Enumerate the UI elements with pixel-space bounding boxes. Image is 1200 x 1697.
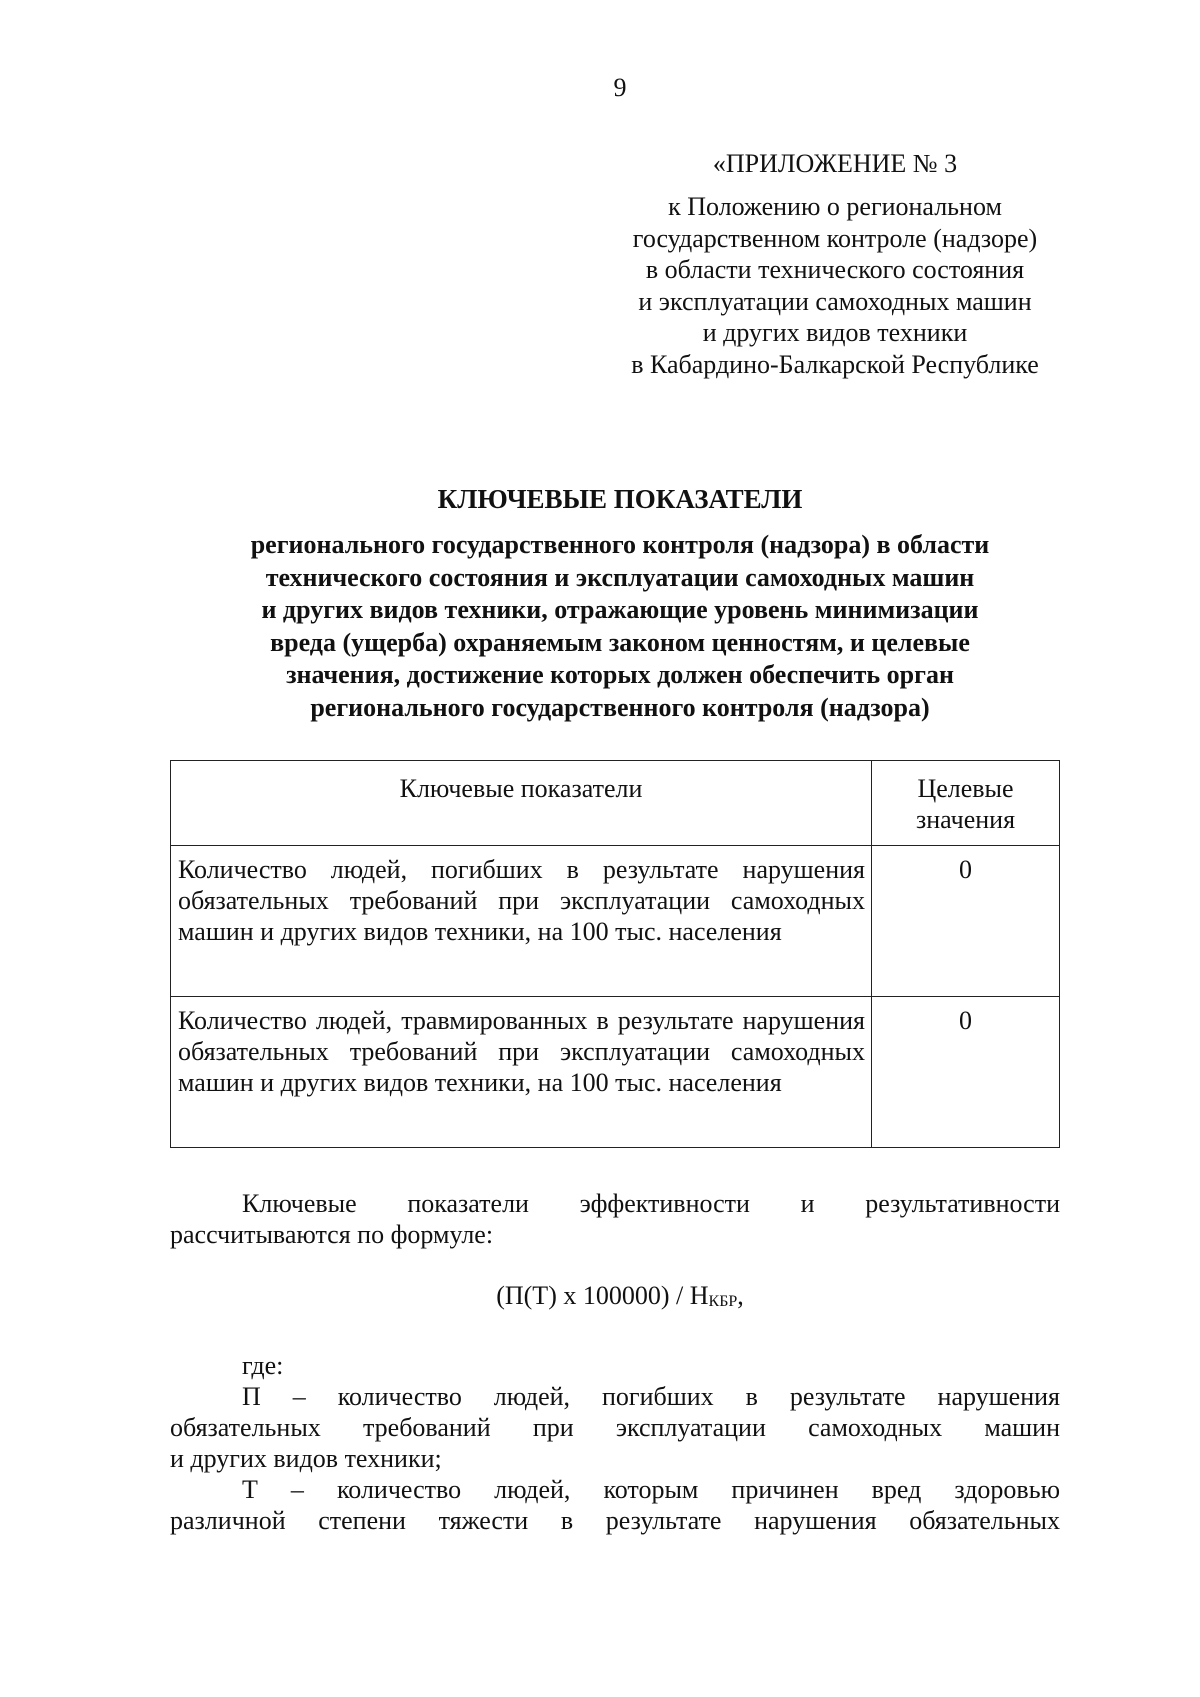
heading-line: значения, достижение которых должен обеспечить орган [286, 660, 954, 689]
intro-line-1: Ключевые показатели эффективности и результативности [242, 1189, 1060, 1218]
kpi-table [170, 760, 1060, 1148]
heading-line: технического состояния и эксплуатации самоходных машин [265, 562, 975, 592]
appendix-line: государственном контроле (надзоре) [632, 223, 1038, 253]
formula-main: (П(Т) х 100000) / Н [496, 1281, 709, 1310]
definition-p-line: П – количество людей, погибших в результате нарушения [242, 1382, 1060, 1411]
indicator-cell: Количество людей, травмированных в результате нарушения обязательных требований при эксплуатации самоходных машин и других видов техники, на 100 тыс. населения [171, 997, 872, 1148]
target-cell: 0 [872, 846, 1060, 997]
appendix-line: в Кабардино-Балкарской Республике [631, 349, 1039, 379]
formula [0, 1280, 1200, 1317]
header-target: Целевые значения [872, 761, 1060, 846]
header-indicator: Ключевые показатели [171, 761, 872, 846]
page-number: 9 [613, 73, 627, 102]
formula-subscript: КБР [708, 1293, 738, 1310]
heading-line: регионального государственного контроля (надзора) [310, 692, 930, 722]
table-row [171, 997, 1060, 1148]
indicator-cell: Количество людей, погибших в результате нарушения обязательных требований при эксплуатации самоходных машин и других видов техники, на 100 тыс. населения [171, 846, 872, 997]
table-row [171, 846, 1060, 997]
document-heading [170, 484, 1070, 724]
appendix-line: к Положению о региональном [668, 192, 1002, 221]
intro-line-2: рассчитываются по формуле: [170, 1220, 494, 1249]
appendix-block [590, 148, 1080, 380]
appendix-title: «ПРИЛОЖЕНИЕ № 3 [712, 149, 958, 178]
heading-line: вреда (ущерба) охраняемым законом ценностям, и целевые [270, 627, 970, 657]
appendix-line: и эксплуатации самоходных машин [638, 286, 1032, 316]
definition-t-line: различной степени тяжести в результате нарушения обязательных [170, 1506, 1060, 1535]
appendix-line: в области технического состояния [645, 255, 1025, 284]
heading-main: КЛЮЧЕВЫЕ ПОКАЗАТЕЛИ [437, 484, 803, 514]
appendix-line: и других видов техники [702, 318, 968, 347]
target-cell: 0 [872, 997, 1060, 1148]
formula-suffix: , [737, 1281, 744, 1310]
definition-t-line: Т – количество людей, которым причинен вред здоровью [242, 1475, 1060, 1504]
definition-p-line: обязательных требований при эксплуатации самоходных машин [170, 1413, 1060, 1442]
table-header-row [171, 761, 1060, 846]
definition-p-line: и других видов техники; [170, 1444, 442, 1473]
where-label: где: [242, 1351, 284, 1380]
heading-line: регионального государственного контроля (надзора) в области [250, 530, 990, 559]
heading-line: и других видов техники, отражающие уровень минимизации [261, 595, 979, 624]
